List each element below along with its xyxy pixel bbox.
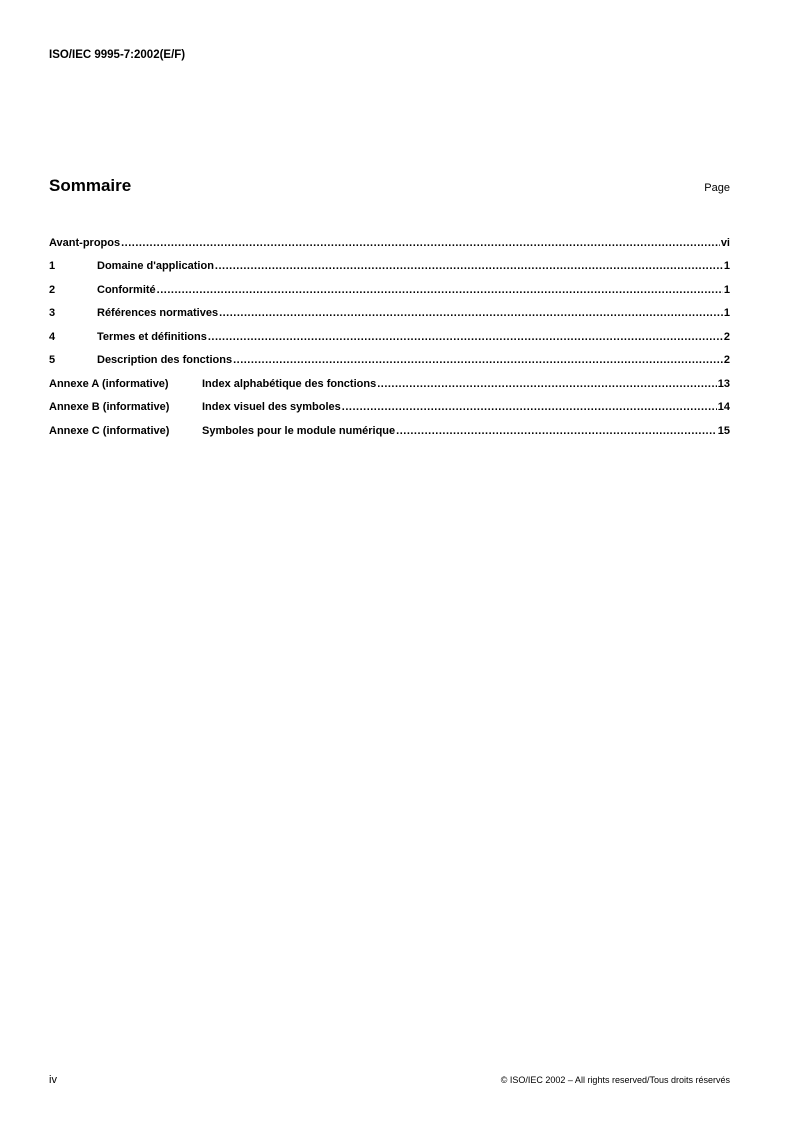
toc-entry-title: Avant-propos [49,236,121,249]
toc-entry-annexe-a[interactable] [49,367,730,391]
toc-entry-number: Annexe B (informative) [49,401,170,413]
footer-copyright: © ISO/IEC 2002 – All rights reserved/Tous droits réservés [500,1075,730,1085]
toc-entry-annexe-b[interactable] [49,391,730,415]
toc-entry-2[interactable] [49,273,730,297]
toc-entry-page: 1 [723,260,730,272]
toc-entry-page: 13 [717,377,730,390]
toc-entry-5[interactable] [49,344,730,368]
toc-entry-annexe-c[interactable] [49,414,730,438]
toc-entry-page: 2 [723,354,730,366]
toc-entry-page: 1 [723,307,730,319]
toc-title: Sommaire [49,176,132,195]
toc-dot-leader [121,236,720,250]
document-id: ISO/IEC 9995-7:2002(E/F) [49,49,186,61]
toc-header [49,176,730,196]
toc-entry-number: 1 [49,260,56,272]
toc-entry-title: Conformité [97,283,156,296]
toc-dot-leader [233,353,723,367]
toc-entry-page: 1 [723,283,730,296]
toc-entry-page: 2 [723,330,730,343]
page-footer [49,1074,730,1086]
toc-entry-title: Index visuel des symboles [202,401,341,413]
toc-dot-leader [208,330,723,344]
toc-entry-page: vi [720,236,730,249]
toc-dot-leader [342,400,717,414]
toc-entry-1[interactable] [49,250,730,274]
toc-entry-number: 3 [49,307,56,319]
toc-entry-title: Index alphabétique des fonctions [202,377,377,390]
table-of-contents [49,226,730,438]
toc-entry-number: 5 [49,354,56,366]
toc-dot-leader [396,424,717,438]
toc-entry-number: 2 [49,283,56,296]
toc-entry-title: Termes et définitions [97,330,207,343]
toc-entry-title: Symboles pour le module numérique [202,424,396,437]
toc-entry-4[interactable] [49,320,730,344]
toc-entry-title: Références normatives [97,307,219,319]
toc-entry-number: Annexe A (informative) [49,377,169,390]
toc-dot-leader [157,283,723,297]
toc-dot-leader [219,306,723,320]
toc-entry-avant-propos[interactable] [49,226,730,250]
footer-page-number: iv [49,1074,57,1086]
toc-entry-number: Annexe C (informative) [49,424,170,437]
toc-entry-page: 14 [717,401,730,413]
toc-page-label: Page [704,182,730,194]
toc-entry-3[interactable] [49,297,730,321]
toc-entry-number: 4 [49,330,56,343]
toc-entry-page: 15 [717,424,730,437]
toc-dot-leader [377,377,717,391]
toc-entry-title: Domaine d'application [97,260,214,272]
toc-entry-title: Description des fonctions [97,354,233,366]
toc-dot-leader [215,259,723,273]
